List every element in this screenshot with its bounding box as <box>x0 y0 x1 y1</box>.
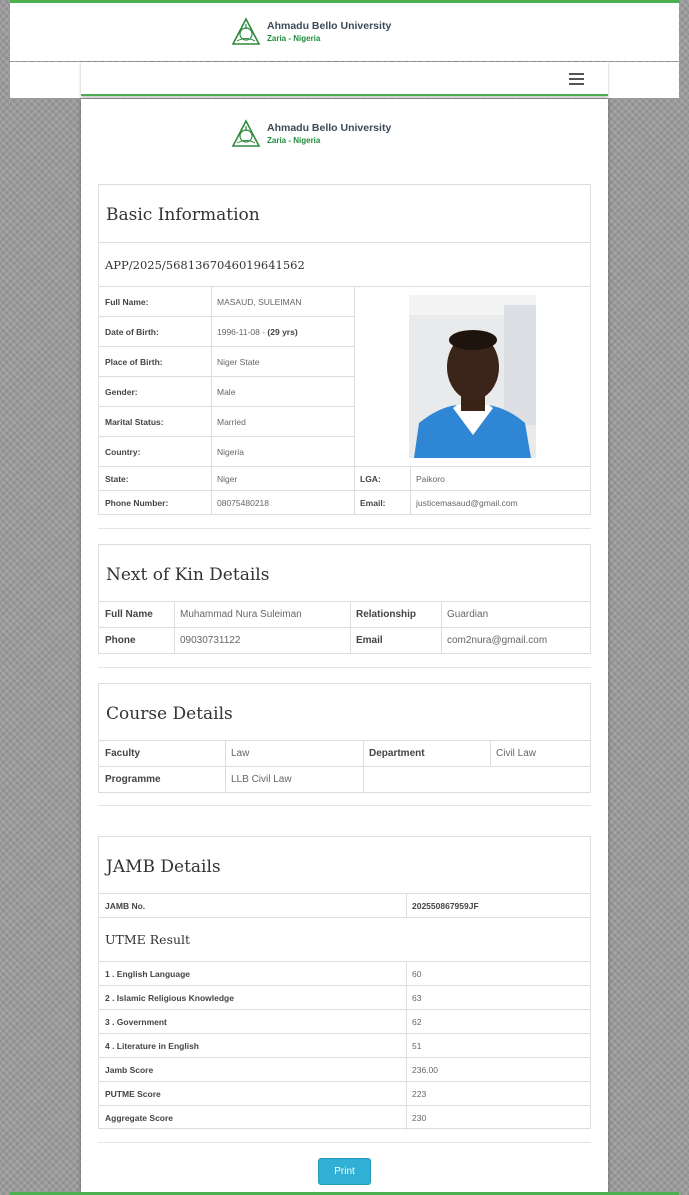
kin-relationship-label: Relationship <box>356 609 417 620</box>
top-header <box>10 0 679 61</box>
kin-row <box>99 601 590 627</box>
subject-label: 2 . Islamic Religious Knowledge <box>105 992 234 1003</box>
faculty-value: Law <box>231 748 250 759</box>
programme-label: Programme <box>105 774 161 785</box>
kin-name-value: Muhammad Nura Suleiman <box>180 609 302 620</box>
subject-score: 51 <box>412 1040 422 1051</box>
jamb-no-row <box>99 893 590 917</box>
score-row <box>99 985 590 1009</box>
navbar <box>10 62 679 98</box>
subject-label: 4 . Literature in English <box>105 1040 199 1051</box>
kin-email-value: com2nura@gmail.com <box>447 635 548 646</box>
basic-info-card <box>98 184 591 515</box>
info-row <box>99 406 354 436</box>
programme-value: LLB Civil Law <box>231 774 292 785</box>
info-label: Full Name: <box>105 296 149 307</box>
info-label: Marital Status: <box>105 416 164 427</box>
state-label: State: <box>105 473 129 484</box>
aggregate-score-value: 230 <box>412 1112 427 1123</box>
info-row <box>99 436 354 466</box>
gender-value: Male <box>217 386 236 397</box>
score-row <box>99 1033 590 1057</box>
crest-icon <box>231 119 261 149</box>
jamb-score-value: 236.00 <box>412 1064 438 1075</box>
university-location: Zaria - Nigeria <box>267 135 321 145</box>
lga-label: LGA: <box>360 473 381 484</box>
hamburger-icon <box>569 73 584 75</box>
state-value: Niger <box>217 473 238 484</box>
subject-score: 62 <box>412 1016 422 1027</box>
photo-cell <box>355 286 590 466</box>
course-row <box>99 766 590 792</box>
country-value: Nigeria <box>217 446 244 457</box>
department-value: Civil Law <box>496 748 537 759</box>
place-of-birth-value: Niger State <box>217 356 260 367</box>
score-row <box>99 961 590 985</box>
university-location: Zaria - Nigeria <box>267 33 321 43</box>
dob-value: 1996-11-08 - (29 yrs) <box>217 326 298 337</box>
info-row <box>99 376 354 406</box>
utme-result-title: UTME Result <box>105 932 191 947</box>
subject-score: 63 <box>412 992 422 1003</box>
score-row <box>99 1009 590 1033</box>
phone-email-row <box>99 490 590 514</box>
info-row <box>99 346 354 376</box>
jamb-no-value: 202550867959JF <box>412 900 479 911</box>
jamb-score-label: Jamb Score <box>105 1064 154 1075</box>
info-row <box>99 316 354 346</box>
lga-value: Paikoro <box>416 473 445 484</box>
course-details-title: Course Details <box>106 704 233 724</box>
jamb-no-label: JAMB No. <box>105 900 146 911</box>
kin-email-label: Email <box>356 635 383 646</box>
score-row <box>99 1081 590 1105</box>
faculty-label: Faculty <box>105 748 141 759</box>
subject-label: 3 . Government <box>105 1016 167 1027</box>
basic-info-title: Basic Information <box>106 205 260 225</box>
jamb-details-card <box>98 836 591 1129</box>
info-label: Gender: <box>105 386 138 397</box>
kin-row <box>99 627 590 653</box>
passport-photo <box>409 295 536 458</box>
subject-score: 60 <box>412 968 422 979</box>
university-logo[interactable] <box>231 17 391 47</box>
phone-value: 08075480218 <box>217 497 270 508</box>
state-lga-row <box>99 466 590 490</box>
info-row <box>99 286 354 316</box>
next-of-kin-card <box>98 544 591 654</box>
admission-slip <box>81 99 608 1195</box>
jamb-details-title: JAMB Details <box>106 857 221 877</box>
kin-phone-label: Phone <box>105 635 136 646</box>
next-of-kin-title: Next of Kin Details <box>106 565 270 585</box>
info-label: Date of Birth: <box>105 326 159 337</box>
kin-name-label: Full Name <box>105 609 153 620</box>
crest-icon <box>231 17 261 47</box>
putme-score-label: PUTME Score <box>105 1088 161 1099</box>
aggregate-score-label: Aggregate Score <box>105 1112 174 1123</box>
page-logo <box>231 119 391 149</box>
subject-label: 1 . English Language <box>105 968 191 979</box>
score-row <box>99 1105 590 1129</box>
marital-status-value: Married <box>217 416 246 427</box>
kin-phone-value: 09030731122 <box>180 635 241 646</box>
utme-heading-row <box>99 917 590 961</box>
email-value: justicemasaud@gmail.com <box>416 497 518 508</box>
university-name: Ahmadu Bello University <box>267 19 392 32</box>
application-number: APP/2025/5681367046019641562 <box>105 258 305 272</box>
kin-relationship-value: Guardian <box>447 609 489 620</box>
navbar-inner <box>81 62 608 96</box>
info-label: Place of Birth: <box>105 356 163 367</box>
course-details-card <box>98 683 591 793</box>
app-number-row <box>99 242 590 287</box>
university-name: Ahmadu Bello University <box>267 121 392 134</box>
putme-score-value: 223 <box>412 1088 427 1099</box>
print-button[interactable]: Print <box>318 1158 371 1185</box>
full-name-value: MASAUD, SULEIMAN <box>217 296 302 307</box>
phone-label: Phone Number: <box>105 497 169 508</box>
info-label: Country: <box>105 446 141 457</box>
score-row <box>99 1057 590 1081</box>
menu-toggle-button[interactable] <box>569 73 584 85</box>
email-label: Email: <box>360 497 386 508</box>
course-row <box>99 740 590 766</box>
department-label: Department <box>369 748 425 759</box>
